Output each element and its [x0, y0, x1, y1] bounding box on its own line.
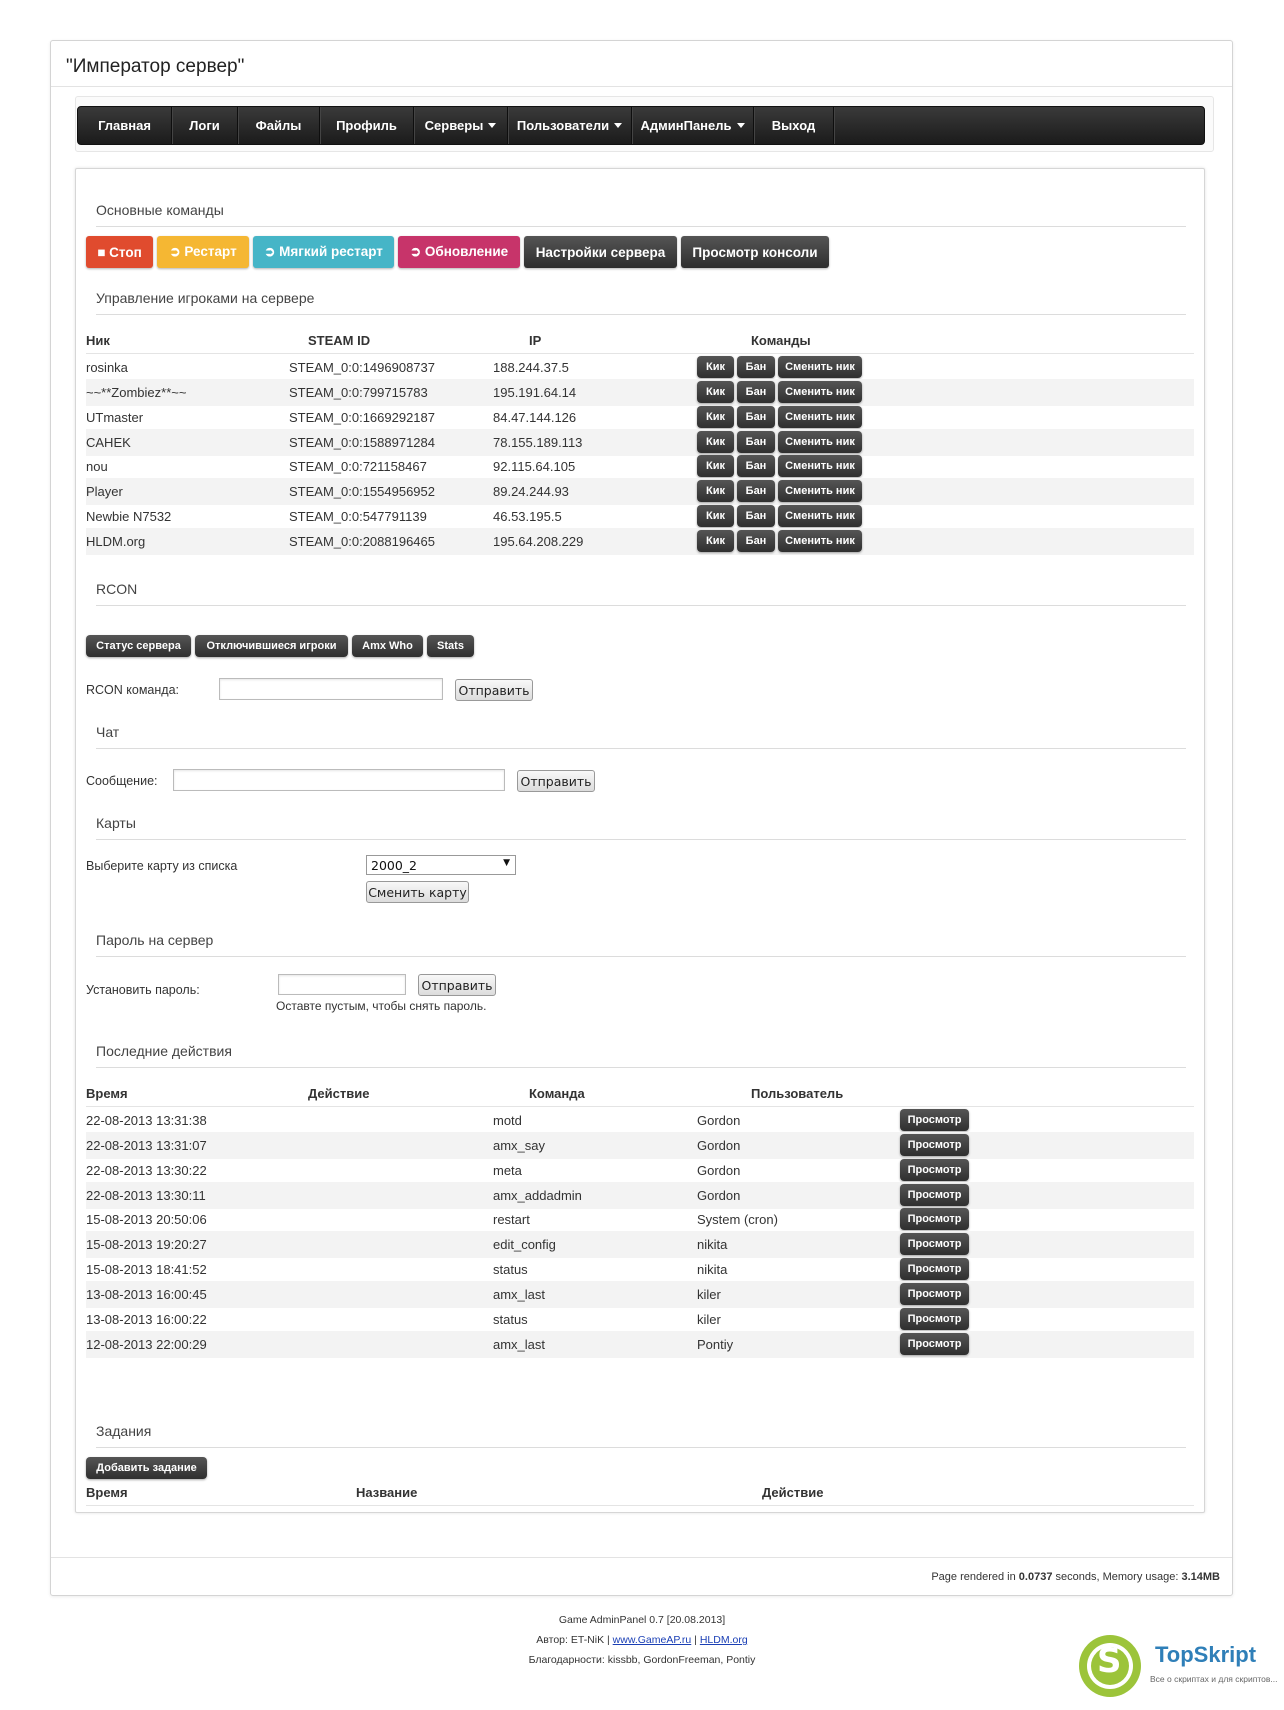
table-row [86, 528, 1194, 555]
player-steam-id: STEAM_0:0:1588971284 [289, 434, 435, 450]
change-map-button[interactable]: Сменить карту [366, 881, 469, 903]
nav-label: Логи [189, 118, 220, 133]
chevron-down-icon [614, 123, 622, 128]
nav-label: Файлы [255, 118, 302, 133]
header-ip: IP [529, 333, 542, 348]
rcon-command-label: RCON команда: [86, 683, 180, 697]
stats-button[interactable]: Stats [427, 635, 474, 657]
header-time: Время [86, 1485, 128, 1500]
ban-button[interactable]: Бан [737, 530, 775, 552]
ban-button[interactable]: Бан [737, 406, 775, 428]
section-title-main-commands: Основные команды [96, 202, 1186, 227]
section-title-maps: Карты [96, 815, 1186, 840]
table-row [86, 478, 1194, 505]
nav-label: Профиль [336, 118, 397, 133]
kick-button[interactable]: Кик [697, 455, 734, 477]
action-user: Pontiy [697, 1336, 734, 1352]
nav-adminpanel-dropdown[interactable] [632, 107, 754, 144]
player-steam-id: STEAM_0:0:1669292187 [289, 409, 435, 425]
ban-button[interactable]: Бан [737, 431, 775, 453]
header-name: Название [356, 1485, 418, 1500]
gameap-link[interactable]: www.GameAP.ru [612, 1634, 692, 1646]
view-log-button[interactable]: Просмотр [900, 1258, 969, 1280]
content-panel [75, 168, 1205, 1513]
player-nick: UTmaster [86, 409, 144, 425]
table-row [86, 354, 1194, 381]
view-log-button[interactable]: Просмотр [900, 1333, 969, 1355]
navbar-container [75, 96, 1214, 152]
action-command: status [493, 1262, 528, 1278]
players-table-header [86, 327, 1194, 354]
view-log-button[interactable]: Просмотр [900, 1134, 969, 1156]
player-ip: 78.155.189.113 [493, 434, 583, 450]
nav-servers-dropdown[interactable] [414, 107, 508, 144]
action-time: 22-08-2013 13:30:11 [86, 1187, 206, 1203]
stop-button[interactable]: ■ Стоп [86, 236, 153, 268]
ban-button[interactable]: Бан [737, 455, 775, 477]
table-row [86, 503, 1194, 530]
player-nick: ~~**Zombiez**~~ [86, 384, 187, 400]
disconnected-players-button[interactable]: Отключившиеся игроки [195, 635, 348, 657]
action-time: 22-08-2013 13:31:07 [86, 1137, 207, 1153]
header-action: Действие [762, 1485, 824, 1500]
action-time: 22-08-2013 13:31:38 [86, 1113, 207, 1128]
action-user: Gordon [697, 1162, 741, 1178]
player-ip: 188.244.37.5 [493, 360, 569, 375]
player-nick: nou [86, 459, 108, 475]
ban-button[interactable]: Бан [737, 480, 775, 502]
credits-thanks: Благодарности: kissbb, GordonFreeman, Pontiy [528, 1654, 756, 1666]
nav-logout[interactable] [754, 107, 834, 144]
table-row [86, 1107, 1194, 1134]
action-user: nikita [697, 1262, 728, 1278]
separator: | [691, 1634, 700, 1646]
rcon-send-button[interactable]: Отправить [455, 679, 533, 701]
header-user: Пользователь [751, 1086, 844, 1101]
action-command: restart [493, 1212, 530, 1228]
nav-label: Пользователи [516, 118, 610, 133]
view-console-button[interactable]: Просмотр консоли [681, 236, 829, 268]
player-nick: Player [86, 484, 123, 500]
author-prefix: Автор: ET-NiK | [536, 1634, 613, 1646]
chevron-down-icon [737, 123, 745, 128]
ban-button[interactable]: Бан [737, 505, 775, 527]
action-command: motd [493, 1113, 522, 1128]
kick-button[interactable]: Кик [697, 356, 734, 378]
password-hint: Оставте пустым, чтобы снять пароль. [276, 999, 487, 1013]
action-time: 13-08-2013 16:00:22 [86, 1311, 207, 1327]
nav-home[interactable] [78, 107, 172, 144]
rename-button[interactable]: Сменить ник [778, 356, 862, 378]
nav-label: Серверы [424, 118, 484, 133]
footer-bar [51, 1557, 1232, 1595]
rename-button[interactable]: Сменить ник [778, 530, 862, 552]
player-nick: HLDM.org [86, 533, 146, 549]
view-log-button[interactable]: Просмотр [900, 1283, 969, 1305]
rcon-command-input[interactable] [219, 678, 443, 700]
player-steam-id: STEAM_0:0:2088196465 [289, 533, 435, 549]
table-row [86, 1256, 1194, 1283]
header-action: Действие [308, 1086, 370, 1101]
nav-logs[interactable] [172, 107, 238, 144]
update-button[interactable]: ➲ Обновление [398, 236, 520, 268]
view-log-button[interactable]: Просмотр [900, 1208, 969, 1230]
player-ip: 195.191.64.14 [493, 384, 577, 400]
kick-button[interactable]: Кик [697, 431, 734, 453]
rename-button[interactable]: Сменить ник [778, 455, 862, 477]
table-row [86, 1132, 1194, 1159]
section-title-chat: Чат [96, 724, 1186, 749]
table-row [86, 1331, 1194, 1358]
add-task-button[interactable]: Добавить задание [86, 1457, 207, 1479]
action-time: 15-08-2013 18:41:52 [86, 1262, 207, 1278]
header-nick: Ник [86, 333, 110, 348]
password-input[interactable] [278, 974, 406, 995]
action-command: amx_last [493, 1336, 546, 1352]
section-title-rcon: RCON [96, 581, 1186, 606]
soft-restart-button[interactable]: ➲ Мягкий рестарт [253, 236, 394, 268]
player-steam-id: STEAM_0:0:721158467 [289, 459, 427, 475]
rename-button[interactable]: Сменить ник [778, 505, 862, 527]
action-command: amx_say [493, 1137, 546, 1153]
map-select[interactable] [366, 855, 516, 875]
player-nick: Newbie N7532 [86, 509, 172, 525]
player-steam-id: STEAM_0:0:799715783 [289, 384, 428, 400]
main-panel [50, 40, 1233, 1596]
kick-button[interactable]: Кик [697, 480, 734, 502]
table-row [86, 1206, 1194, 1233]
actions-table-header [86, 1080, 1194, 1107]
render-info [931, 1571, 1220, 1583]
header-time: Время [86, 1086, 128, 1101]
server-settings-button[interactable]: Настройки сервера [524, 236, 677, 268]
player-steam-id: STEAM_0:0:1554956952 [289, 484, 435, 500]
kick-button[interactable]: Кик [697, 406, 734, 428]
view-log-button[interactable]: Просмотр [900, 1308, 969, 1330]
view-log-button[interactable]: Просмотр [900, 1159, 969, 1181]
action-time: 12-08-2013 22:00:29 [86, 1336, 207, 1352]
password-label: Установить пароль: [86, 983, 200, 997]
map-select-label: Выберите карту из списка [86, 859, 238, 873]
action-time: 13-08-2013 16:00:45 [86, 1286, 207, 1302]
action-user: Gordon [697, 1113, 741, 1128]
section-title-players: Управление игроками на сервере [96, 290, 1186, 315]
action-time: 15-08-2013 20:50:06 [86, 1212, 207, 1228]
action-command: meta [493, 1162, 522, 1178]
password-send-button[interactable]: Отправить [418, 974, 496, 996]
chat-message-input[interactable] [173, 769, 505, 791]
table-row [86, 1182, 1194, 1209]
action-user: kiler [697, 1286, 721, 1302]
action-command: amx_addadmin [493, 1187, 582, 1203]
section-title-tasks: Задания [96, 1423, 1186, 1448]
player-ip: 92.115.64.105 [493, 459, 576, 475]
logo-letter: S [1097, 1641, 1122, 1681]
dropdown-arrow-icon: ▼ [503, 858, 510, 868]
nav-label: Главная [98, 118, 151, 133]
view-log-button[interactable]: Просмотр [900, 1233, 969, 1255]
table-row [86, 1231, 1194, 1258]
chat-message-label: Сообщение: [86, 774, 158, 788]
action-user: Gordon [697, 1137, 741, 1153]
credits-version: Game AdminPanel 0.7 [20.08.2013] [558, 1614, 726, 1626]
logo-name: TopSkript [1155, 1642, 1257, 1667]
header-commands: Команды [751, 333, 811, 348]
tasks-table-header [86, 1479, 1194, 1506]
player-steam-id: STEAM_0:0:1496908737 [289, 360, 435, 375]
chevron-down-icon [488, 123, 496, 128]
view-log-button[interactable]: Просмотр [900, 1184, 969, 1206]
rename-button[interactable]: Сменить ник [778, 381, 862, 403]
server-status-button[interactable]: Статус сервера [86, 635, 191, 657]
ban-button[interactable]: Бан [737, 356, 775, 378]
action-time: 15-08-2013 19:20:27 [86, 1237, 207, 1253]
action-user: System (cron) [697, 1212, 778, 1228]
player-ip: 46.53.195.5 [493, 509, 562, 525]
player-nick: CAHEK [86, 434, 131, 450]
table-row [86, 379, 1194, 406]
render-prefix: Page rendered in [931, 1571, 1019, 1583]
kick-button[interactable]: Кик [697, 381, 734, 403]
header-command: Команда [529, 1086, 585, 1101]
kick-button[interactable]: Кик [697, 530, 734, 552]
action-command: edit_config [493, 1237, 556, 1253]
table-row [86, 1157, 1194, 1184]
table-row [86, 1306, 1194, 1333]
section-title-password: Пароль на сервер [96, 932, 1186, 957]
render-time: 0.0737 [1018, 1571, 1053, 1583]
hldm-link[interactable]: HLDM.org [699, 1634, 748, 1646]
action-user: Gordon [697, 1187, 741, 1203]
action-user: nikita [697, 1237, 728, 1253]
table-row [86, 453, 1194, 480]
action-time: 22-08-2013 13:30:22 [86, 1162, 207, 1178]
kick-button[interactable]: Кик [697, 505, 734, 527]
logo-tagline: Все о скриптах и для скриптов... [1150, 1674, 1278, 1684]
action-command: status [493, 1311, 528, 1327]
action-user: kiler [697, 1311, 721, 1327]
rename-button[interactable]: Сменить ник [778, 480, 862, 502]
navbar [77, 106, 1205, 145]
nav-files[interactable] [238, 107, 320, 144]
table-row [86, 404, 1194, 431]
restart-button[interactable]: ➲ Рестарт [157, 236, 249, 268]
amx-who-button[interactable]: Amx Who [352, 635, 423, 657]
map-selected-value: 2000_2 [371, 858, 418, 873]
player-ip: 84.47.144.126 [493, 409, 577, 425]
view-log-button[interactable]: Просмотр [900, 1109, 969, 1131]
header-steam-id: STEAM ID [308, 333, 371, 348]
player-ip: 195.64.208.229 [493, 533, 584, 549]
nav-users-dropdown[interactable] [508, 107, 632, 144]
chat-send-button[interactable]: Отправить [517, 770, 595, 792]
section-title-actions-log: Последние действия [96, 1043, 1186, 1068]
rename-button[interactable]: Сменить ник [778, 431, 862, 453]
nav-label: Выход [771, 118, 816, 133]
memory-usage: 3.14MB [1181, 1571, 1220, 1583]
table-row [86, 1281, 1194, 1308]
player-nick: rosinka [86, 360, 128, 375]
ban-button[interactable]: Бан [737, 381, 775, 403]
render-mid: seconds, Memory usage: [1052, 1571, 1182, 1583]
action-command: amx_last [493, 1286, 546, 1302]
page-title: "Император сервер" [51, 41, 1232, 87]
rename-button[interactable]: Сменить ник [778, 406, 862, 428]
topskript-logo [1075, 1628, 1278, 1703]
table-row [86, 429, 1194, 456]
nav-profile[interactable] [320, 107, 414, 144]
nav-label: АдминПанель [640, 118, 732, 133]
player-steam-id: STEAM_0:0:547791139 [289, 509, 427, 525]
player-ip: 89.24.244.93 [493, 484, 569, 500]
